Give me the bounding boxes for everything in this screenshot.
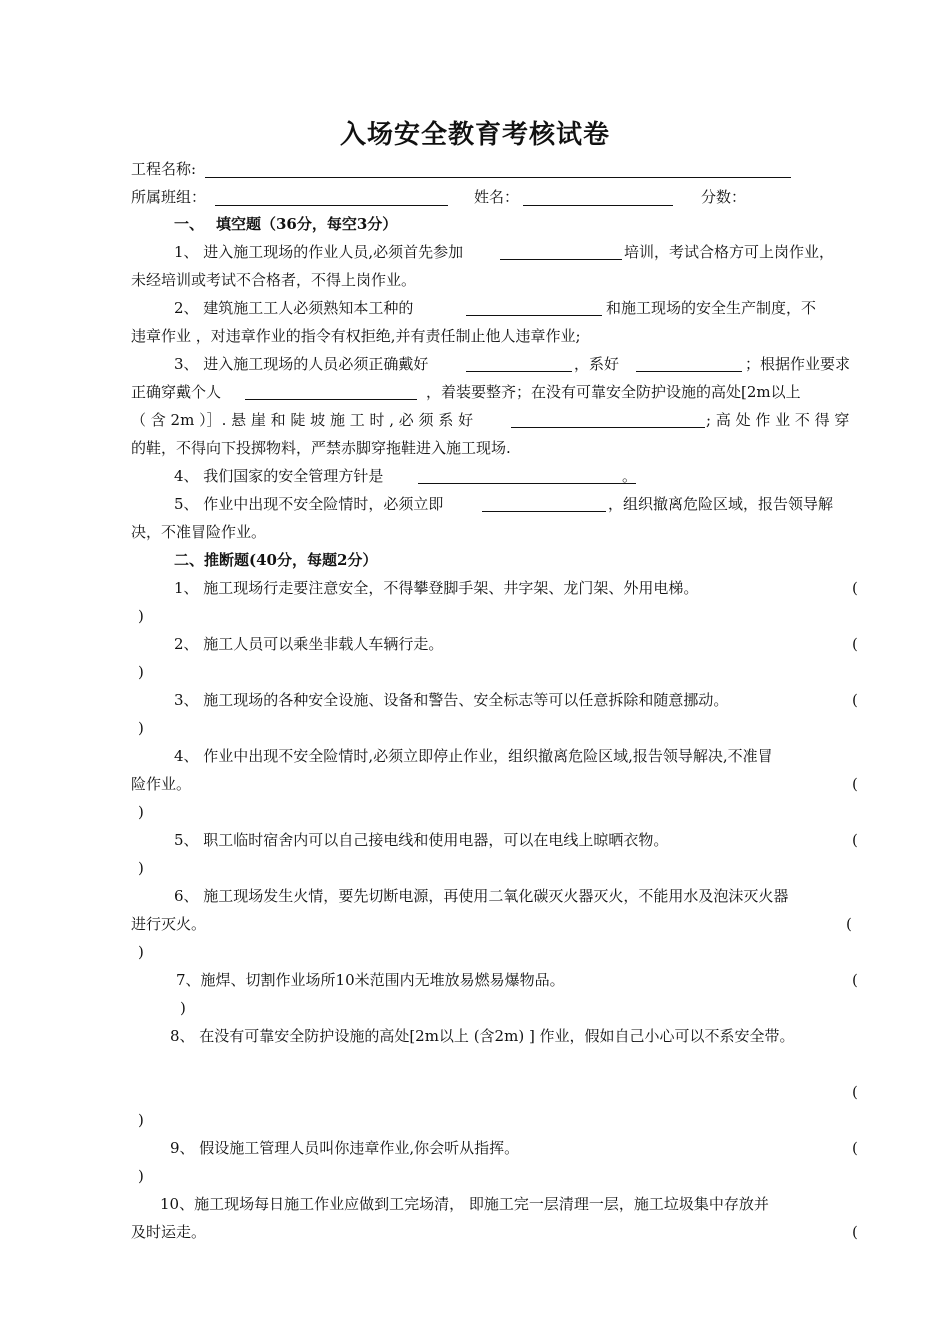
s1-q3-blank-4[interactable]: [511, 427, 705, 428]
page-title: 入场安全教育考核试卷: [339, 120, 610, 150]
project-blank[interactable]: [205, 177, 791, 178]
s2-q8-answer-close: ): [138, 1111, 144, 1129]
s2-q9-answer-close: ): [138, 1167, 144, 1185]
s1-q2-text-c: 违章作业 ，对违章作业的指令有权拒绝,并有责任制止他人违章作业;: [131, 327, 581, 345]
s2-q8-answer-open[interactable]: (: [852, 1083, 858, 1101]
s2-q2-text: 2、 施工人员可以乘坐非载人车辆行走。: [174, 635, 444, 653]
s2-q3-text: 3、 施工现场的各种安全设施、设备和警告、安全标志等可以任意拆除和随意挪动。: [174, 691, 729, 709]
s1-q5-blank[interactable]: [482, 511, 606, 512]
s2-q3-answer-close: ): [138, 719, 144, 737]
s1-q2-blank[interactable]: [466, 315, 602, 316]
section2-heading: 二、推断题(40分，每题2分）: [174, 551, 378, 569]
s1-q5-text-b: ，组织撤离危险区域，报告领导解: [608, 495, 834, 513]
s1-q5-text-c: 决，不准冒险作业。: [131, 523, 267, 541]
s2-q4-answer-open[interactable]: (: [852, 775, 858, 793]
s2-q4-answer-close: ): [138, 803, 144, 821]
s2-q10-text: 10、施工现场每日施工作业应做到工完场清， 即施工完一层清理一层，施工垃圾集中存放并: [160, 1195, 769, 1213]
s2-q1-answer-close: ): [138, 607, 144, 625]
s1-q1-text-b: 培训，考试合格方可上岗作业，: [624, 243, 835, 261]
s1-q5-text: 5、 作业中出现不安全险情时，必须立即: [174, 495, 444, 513]
s2-q10-text-b: 及时运走。: [131, 1223, 207, 1241]
s2-q8-text: 8、 在没有可靠安全防护设施的高处[2m以上 (含2m) ] 作业，假如自己小心可以不系安全带。: [170, 1027, 795, 1045]
s2-q10-answer-open[interactable]: (: [852, 1223, 858, 1241]
s1-q3-text-d: 正确穿戴个人: [131, 383, 222, 401]
s2-q4-text-b: 险作业。: [131, 775, 192, 793]
s1-q3-blank-2[interactable]: [636, 371, 742, 372]
s1-q3-text-h: 的鞋，不得向下投掷物料，严禁赤脚穿拖鞋进入施工现场.: [131, 439, 511, 457]
name-label: 姓名：: [474, 188, 520, 206]
s2-q7-answer-close: ): [180, 999, 186, 1017]
s1-q2-text: 2、 建筑施工工人必须熟知本工种的: [174, 299, 414, 317]
team-label: 所属班组：: [131, 188, 207, 206]
s2-q9-answer-open[interactable]: (: [852, 1139, 858, 1157]
s1-q3-text: 3、 进入施工现场的人员必须正确戴好: [174, 355, 429, 373]
s1-q3-text-g: ; 高 处 作 业 不 得 穿: [706, 411, 850, 429]
project-label: 工程名称:: [131, 160, 197, 178]
name-blank[interactable]: [523, 205, 673, 206]
s1-q3-text-f: （ 含 2m ）］. 悬 崖 和 陡 坡 施 工 时 , 必 须 系 好: [131, 411, 474, 429]
s2-q7-text: 7、施焊、切割作业场所10米范围内无堆放易燃易爆物品。: [176, 971, 565, 989]
s2-q5-answer-close: ): [138, 859, 144, 877]
s1-q3-blank-3[interactable]: [245, 399, 417, 400]
team-blank[interactable]: [215, 205, 448, 206]
s1-q4-text-b: 。: [622, 467, 638, 485]
s2-q5-answer-open[interactable]: (: [852, 831, 858, 849]
s1-q4-blank[interactable]: [418, 483, 636, 484]
s2-q4-text: 4、 作业中出现不安全险情时,必须立即停止作业，组织撤离危险区域,报告领导解决,不准冒: [174, 747, 773, 765]
s2-q1-answer-open[interactable]: (: [852, 579, 858, 597]
s2-q3-answer-open[interactable]: (: [852, 691, 858, 709]
s2-q9-text: 9、 假设施工管理人员叫你违章作业,你会听从指挥。: [170, 1139, 520, 1157]
s1-q2-text-b: 和施工现场的安全生产制度，不: [606, 299, 817, 317]
s2-q2-answer-close: ): [138, 663, 144, 681]
s2-q7-answer-open[interactable]: (: [852, 971, 858, 989]
s1-q4-text: 4、 我们国家的安全管理方针是: [174, 467, 384, 485]
section1-number: 一、: [174, 215, 205, 233]
score-label: 分数：: [701, 188, 747, 206]
s2-q6-text: 6、 施工现场发生火情，要先切断电源，再使用二氧化碳灭火器灭火，不能用水及泡沫灭火器: [174, 887, 789, 905]
s2-q1-text: 1、 施工现场行走要注意安全，不得攀登脚手架、井字架、龙门架、外用电梯。: [174, 579, 699, 597]
s2-q6-answer-close: ): [138, 943, 144, 961]
s2-q6-text-b: 进行灭火。: [131, 915, 207, 933]
s1-q1-text-c: 未经培训或考试不合格者，不得上岗作业。: [131, 271, 417, 289]
section1-heading: 填空题（36分，每空3分）: [216, 215, 398, 233]
s1-q3-text-b: ，系好: [574, 355, 620, 373]
s1-q3-text-e: ，着装要整齐；在没有可靠安全防护设施的高处[2m以上: [426, 383, 801, 401]
s2-q6-answer-open[interactable]: (: [846, 915, 852, 933]
s2-q2-answer-open[interactable]: (: [852, 635, 858, 653]
s1-q1-text: 1、 进入施工现场的作业人员,必须首先参加: [174, 243, 464, 261]
s1-q3-text-c: ；根据作业要求: [745, 355, 851, 373]
s2-q5-text: 5、 职工临时宿舍内可以自己接电线和使用电器，可以在电线上晾晒衣物。: [174, 831, 669, 849]
s1-q1-blank[interactable]: [500, 259, 622, 260]
s1-q3-blank-1[interactable]: [466, 371, 572, 372]
